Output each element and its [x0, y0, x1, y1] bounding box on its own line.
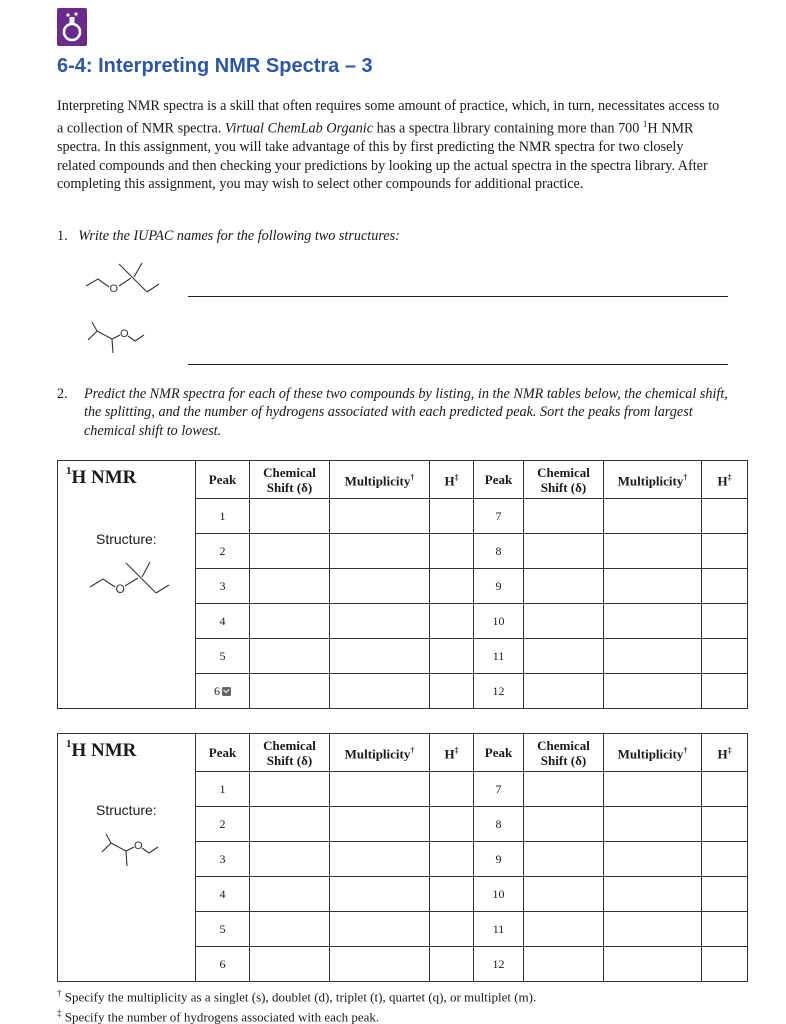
- peak-number: 8: [474, 534, 524, 569]
- shift-cell[interactable]: [524, 807, 604, 842]
- multiplicity-cell[interactable]: [330, 842, 430, 877]
- svg-text:O: O: [120, 328, 129, 340]
- structure-panel-2: [58, 734, 196, 982]
- hydrogen-cell[interactable]: [702, 534, 748, 569]
- software-name: Virtual ChemLab Organic: [224, 121, 374, 138]
- multiplicity-header: Multiplicity†: [604, 734, 702, 772]
- intro-paragraph: Interpreting NMR spectra is a skill that often requires some amount of practice, which, in turn, necessitates access to a collection of NMR spectra. Virtual ChemLab Organic has a spectra library containing more than 700 $^1$H NMR spectra. In this assignment, you will take advantage of this by first predicting the NMR spectra for two closely related compounds and then checking your predictions by looking up the actual spectra in the spectra library. After completing this assignment, you may wish to select other compounds for additional practice.: [57, 98, 720, 192]
- hydrogen-count-header: H‡: [702, 734, 748, 772]
- multiplicity-cell[interactable]: [604, 674, 702, 709]
- structure-label: Structure:: [96, 802, 157, 818]
- chemical-shift-header: Chemical Shift (δ): [524, 734, 604, 772]
- nmr-label: $^1$H NMR: [66, 465, 137, 488]
- hydrogen-cell[interactable]: [702, 674, 748, 709]
- hydrogen-cell[interactable]: [430, 842, 474, 877]
- peak-number: 7: [474, 499, 524, 534]
- structure-panel-1: [58, 461, 196, 709]
- peak-number: 3: [196, 842, 250, 877]
- chemical-shift-header: Chemical Shift (δ): [524, 461, 604, 499]
- shift-cell[interactable]: [250, 947, 330, 982]
- peak-number: 7: [474, 772, 524, 807]
- peak-number: 5: [196, 639, 250, 674]
- peak-number: 12: [474, 674, 524, 709]
- multiplicity-cell[interactable]: [604, 534, 702, 569]
- peak-number: 3: [196, 569, 250, 604]
- multiplicity-cell[interactable]: [604, 639, 702, 674]
- hydrogen-cell[interactable]: [430, 674, 474, 709]
- shift-cell[interactable]: [250, 499, 330, 534]
- multiplicity-cell[interactable]: [330, 912, 430, 947]
- shift-cell[interactable]: [250, 534, 330, 569]
- peak-number: 6: [196, 947, 250, 982]
- multiplicity-header: Multiplicity†: [330, 734, 430, 772]
- checkbox-icon[interactable]: [222, 687, 231, 696]
- structure-1-icon: [82, 260, 172, 300]
- hydrogen-cell[interactable]: [702, 772, 748, 807]
- multiplicity-cell[interactable]: [604, 499, 702, 534]
- shift-cell[interactable]: [524, 534, 604, 569]
- shift-cell[interactable]: [524, 772, 604, 807]
- multiplicity-cell[interactable]: [330, 499, 430, 534]
- peak-number: 12: [474, 947, 524, 982]
- chemical-shift-header: Chemical Shift (δ): [250, 734, 330, 772]
- hydrogen-count-header: H‡: [430, 461, 474, 499]
- svg-text:O: O: [115, 582, 125, 596]
- question-2: [57, 385, 737, 440]
- hydrogen-count-header: H‡: [430, 734, 474, 772]
- hydrogen-cell[interactable]: [430, 604, 474, 639]
- svg-text:O: O: [134, 840, 143, 852]
- multiplicity-cell[interactable]: [330, 772, 430, 807]
- peak-number: 4: [196, 877, 250, 912]
- shift-cell[interactable]: [524, 912, 604, 947]
- hydrogen-cell[interactable]: [430, 639, 474, 674]
- multiplicity-cell[interactable]: [604, 947, 702, 982]
- multiplicity-cell[interactable]: [330, 947, 430, 982]
- question-2-text: Predict the NMR spectra for each of these two compounds by listing, in the NMR tables below, the chemical shift, the splitting, and the number of hydrogens associated with each predicted peak. Sort the peaks from largest chemical shift to lowest.: [84, 386, 728, 439]
- shift-cell[interactable]: [250, 772, 330, 807]
- peak-number: 4: [196, 604, 250, 639]
- peak-header: Peak: [474, 734, 524, 772]
- multiplicity-cell[interactable]: [604, 877, 702, 912]
- multiplicity-cell[interactable]: [330, 534, 430, 569]
- peak-number: 1: [196, 772, 250, 807]
- shift-cell[interactable]: [250, 674, 330, 709]
- multiplicity-cell[interactable]: [330, 807, 430, 842]
- peak-number: 8: [474, 807, 524, 842]
- chemical-shift-header: Chemical Shift (δ): [250, 461, 330, 499]
- multiplicity-cell[interactable]: [604, 912, 702, 947]
- peak-header: Peak: [196, 734, 250, 772]
- hydrogen-cell[interactable]: [702, 499, 748, 534]
- peak-number: 5: [196, 912, 250, 947]
- peak-number: 2: [196, 534, 250, 569]
- shift-cell[interactable]: [250, 604, 330, 639]
- multiplicity-header: Multiplicity†: [604, 461, 702, 499]
- question-1-text: Write the IUPAC names for the following two structures:: [78, 228, 400, 244]
- peak-number: 9: [474, 569, 524, 604]
- shift-cell[interactable]: [250, 842, 330, 877]
- hydrogen-cell[interactable]: [702, 639, 748, 674]
- shift-cell[interactable]: [250, 877, 330, 912]
- shift-cell[interactable]: [250, 807, 330, 842]
- nmr-label: $^1$H NMR: [66, 738, 137, 761]
- hydrogen-cell[interactable]: [702, 912, 748, 947]
- shift-cell[interactable]: [524, 842, 604, 877]
- footnote-hydrogens: ‡ Specify the number of hydrogens associated with each peak.: [57, 1008, 380, 1024]
- hydrogen-count-header: H‡: [702, 461, 748, 499]
- page-title: 6-4: Interpreting NMR Spectra – 3: [57, 55, 373, 77]
- multiplicity-cell[interactable]: [330, 877, 430, 912]
- hydrogen-cell[interactable]: [430, 569, 474, 604]
- multiplicity-cell[interactable]: [330, 569, 430, 604]
- hydrogen-cell[interactable]: [702, 877, 748, 912]
- peak-header: Peak: [474, 461, 524, 499]
- answer-line-2[interactable]: [188, 364, 728, 365]
- shift-cell[interactable]: [250, 569, 330, 604]
- peak-header: Peak: [196, 461, 250, 499]
- question-2-number: 2.: [57, 386, 68, 402]
- nmr-table-1: [57, 460, 748, 709]
- hydrogen-cell[interactable]: [430, 912, 474, 947]
- shift-cell[interactable]: [524, 639, 604, 674]
- hydrogen-cell[interactable]: [702, 604, 748, 639]
- structure-2-icon: [82, 316, 162, 364]
- hydrogen-cell[interactable]: [430, 499, 474, 534]
- shift-cell[interactable]: [524, 674, 604, 709]
- multiplicity-cell[interactable]: [330, 639, 430, 674]
- multiplicity-cell[interactable]: [604, 772, 702, 807]
- structure-2-icon: [96, 828, 176, 876]
- shift-cell[interactable]: [524, 569, 604, 604]
- shift-cell[interactable]: [250, 639, 330, 674]
- multiplicity-cell[interactable]: [330, 674, 430, 709]
- hydrogen-cell[interactable]: [430, 877, 474, 912]
- hydrogen-cell[interactable]: [702, 569, 748, 604]
- structure-1-icon: [86, 559, 186, 601]
- multiplicity-cell[interactable]: [604, 807, 702, 842]
- multiplicity-cell[interactable]: [330, 604, 430, 639]
- answer-line-1[interactable]: [188, 296, 728, 297]
- peak-number: 1: [196, 499, 250, 534]
- peak-number: 2: [196, 807, 250, 842]
- svg-text:O: O: [109, 283, 119, 295]
- multiplicity-header: Multiplicity†: [330, 461, 430, 499]
- hydrogen-cell[interactable]: [430, 807, 474, 842]
- peak-number: 6: [196, 674, 250, 709]
- multiplicity-cell[interactable]: [604, 604, 702, 639]
- hydrogen-cell[interactable]: [702, 842, 748, 877]
- question-1-number: 1.: [57, 228, 68, 244]
- hydrogen-cell[interactable]: [430, 534, 474, 569]
- question-1: [57, 228, 400, 245]
- shift-cell[interactable]: [524, 499, 604, 534]
- flask-logo-icon: [57, 8, 87, 46]
- nmr-table-2: [57, 733, 748, 982]
- footnote-multiplicity: † Specify the multiplicity as a singlet (s), doublet (d), triplet (t), quartet (q), or multiplet (m).: [57, 988, 537, 1005]
- shift-cell[interactable]: [250, 912, 330, 947]
- peak-number: 11: [474, 639, 524, 674]
- hydrogen-cell[interactable]: [430, 772, 474, 807]
- peak-number: 10: [474, 604, 524, 639]
- shift-cell[interactable]: [524, 877, 604, 912]
- peak-number: 9: [474, 842, 524, 877]
- hydrogen-cell[interactable]: [702, 807, 748, 842]
- footnotes: [57, 985, 536, 1024]
- peak-number: 11: [474, 912, 524, 947]
- hydrogen-cell[interactable]: [702, 947, 748, 982]
- peak-number: 10: [474, 877, 524, 912]
- shift-cell[interactable]: [524, 947, 604, 982]
- hydrogen-cell[interactable]: [430, 947, 474, 982]
- shift-cell[interactable]: [524, 604, 604, 639]
- multiplicity-cell[interactable]: [604, 842, 702, 877]
- structure-label: Structure:: [96, 531, 157, 547]
- multiplicity-cell[interactable]: [604, 569, 702, 604]
